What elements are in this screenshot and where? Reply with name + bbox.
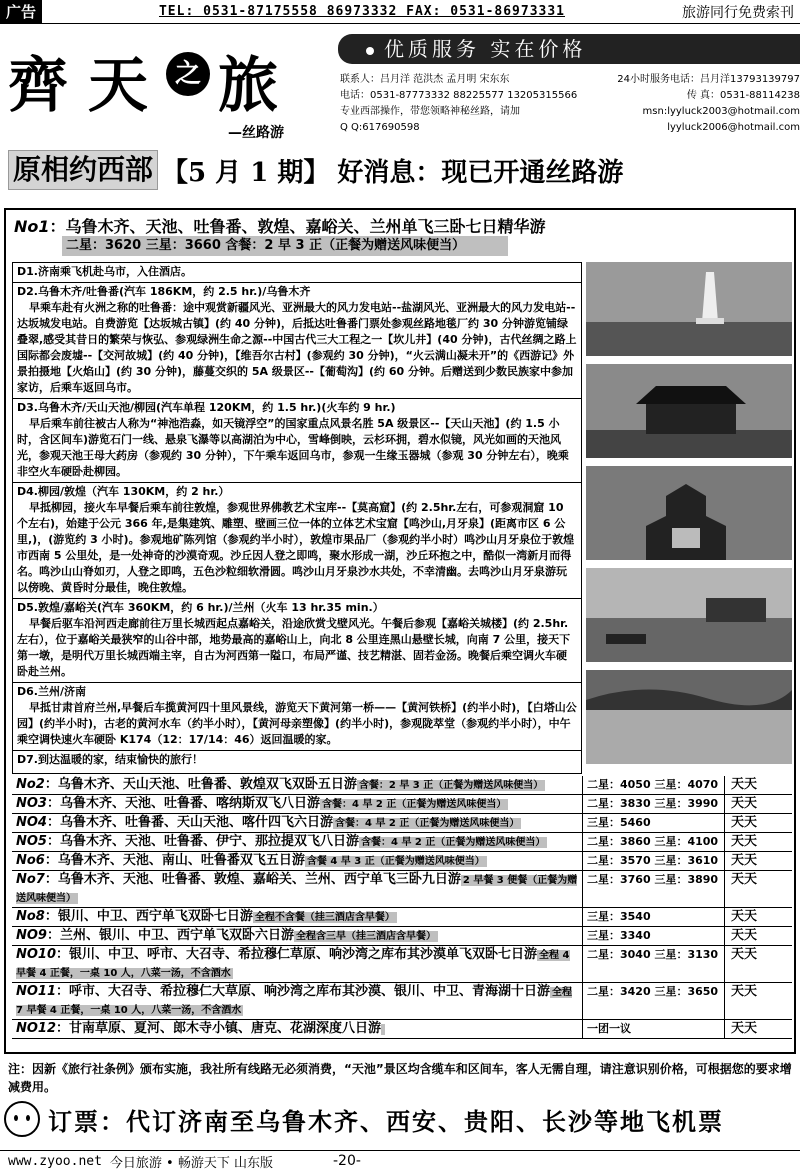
route-name: ：乌鲁木齐、天池、南山、吐鲁番双飞五日游 <box>44 853 305 868</box>
ticket-text: 订票：代订济南至乌鲁木齐、西安、贵阳、长沙等地飞机票 <box>48 1106 724 1136</box>
day-body: 早后乘车前往被古人称为“神池浩淼，如天镜浮空”的国家重点风景名胜 5A 级景区--【天山天池】(约 1.5 小时，含区间车)游览石门一线、悬泉飞瀑等以高湖泊为中心，雪峰倒映，云杉环拥，碧水似镜，风光如画的天池风光，参观天池王母大药房（参观约 30 分钟），下午乘车返回乌市，参观一生缘玉器城（参观 30 分钟左右），晚乘非空火车硬卧赴柳园。 <box>17 417 569 478</box>
route-frequency: 天天 <box>724 814 792 832</box>
top-bar <box>0 0 800 24</box>
photo-column <box>586 262 792 774</box>
route-name: ：银川、中卫、西宁单飞双卧七日游 <box>44 909 253 924</box>
route-meal-note: 含餐：4 早 2 正（正餐为赠送风味便当） <box>322 799 507 810</box>
route-meal-note <box>381 1024 385 1035</box>
logo-char-3: 之 <box>166 52 210 96</box>
day-3 <box>13 399 581 483</box>
bottom-bar <box>0 1150 800 1171</box>
qq: Q Q:617690598 <box>340 122 420 133</box>
day-heading: D7.到达温暖的家，结束愉快的旅行！ <box>17 753 203 766</box>
route-row[interactable] <box>12 983 792 1020</box>
route-meal-note: 含餐：2 早 3 正（正餐为赠送风味便当） <box>358 780 544 791</box>
route-meal-note: 2 早餐 3 便餐（正餐为赠送风味便当） <box>16 875 578 904</box>
hotline: 24小时服务电话：吕月洋13793139797 <box>617 74 800 85</box>
route-number: No8 <box>16 909 45 924</box>
day-5 <box>13 599 581 683</box>
notice: 注：因新《旅行社条例》颁布实施，我社所有线路无必须消费，“天池”景区均含缆车和区间车，客人无需自理，请注意识别价格，可根据您的要求增减费用。 <box>8 1062 792 1094</box>
ad-tag: 广告 <box>0 0 42 24</box>
route-1-name: ：乌鲁木齐、天池、吐鲁番、敦煌、嘉峪关、兰州单飞三卧七日精华游 <box>49 217 546 236</box>
mogao-photo <box>586 466 792 560</box>
route-price: 一团一议 <box>582 1020 724 1038</box>
route-row[interactable] <box>12 776 792 795</box>
route-number: No2 <box>16 777 45 792</box>
route-number: No6 <box>16 853 45 868</box>
route-row[interactable] <box>12 814 792 833</box>
route-price: 三星：3540 <box>582 908 724 926</box>
contacts: 联系人：吕月洋 范洪杰 孟月明 宋东东 <box>340 74 510 85</box>
day-7 <box>13 751 581 770</box>
route-name: ：兰州、银川、中卫、西宁单飞双卧六日游 <box>46 928 294 943</box>
contact-info <box>340 72 800 136</box>
day-heading: D5.敦煌/嘉峪关(汽车 360KM，约 6 hr.)/兰州（火车 13 hr.35 min.） <box>17 601 384 614</box>
free-catalog-label: 旅游同行免费索刊 <box>682 4 794 21</box>
route-number: NO4 <box>16 815 47 830</box>
route-meal-note: 含餐：4 早 2 正（正餐为赠送风味便当） <box>361 837 546 848</box>
fax: 传 真：0531-88114238 <box>686 90 800 101</box>
day-heading: D6.兰州/济南 <box>17 685 86 698</box>
day-heading: D1.济南乘飞机赴乌市，入住酒店。 <box>17 265 192 278</box>
route-name: ：乌鲁木齐、天池、吐鲁番、敦煌、嘉峪关、兰州、西宁单飞三卧九日游 <box>44 872 461 887</box>
logo-subtitle: —丝路游 <box>228 125 284 141</box>
route-name: ：呼市、大召寺、希拉穆仁大草原、响沙湾之库布其沙漠、银川、中卫、青海湖十日游 <box>56 984 551 999</box>
route-price: 二星：4050 三星：4070 <box>582 776 724 794</box>
route-meal-note: 全程不含餐（挂三酒店含早餐） <box>254 912 395 923</box>
day-heading: D4.柳园/敦煌（汽车 130KM，约 2 hr.） <box>17 485 230 498</box>
route-frequency: 天天 <box>724 871 792 907</box>
fortress-photo <box>586 568 792 662</box>
route-price: 三星：3340 <box>582 927 724 945</box>
route-1-title <box>14 214 546 237</box>
yellow-river-photo <box>586 670 792 764</box>
route-frequency: 天天 <box>724 983 792 1019</box>
day-body: 早乘车赴有火洲之称的吐鲁番：途中观赏新疆风光、亚洲最大的风力发电站--盐湖风光、亚洲最大的风力发电站--达坂城发电站。自费游览【达坂城古镇】(约 40 分钟)，后抵达吐鲁番门票处参观丝路地毯厂约 30 分钟游览铺绿叠翠,感受其昔日的繁荣与恢弘、参观绿洲生命之源--中国古代三大工程之一【坎儿井】(40 分钟)，古代丝绸之路上国际都会废墟--【交河故城】(约 40 分钟)，【维吾尔古村】(参观约 30 分钟)，“火云满山凝未开”的《西游记》外景拍摄地【火焰山】(约 30 分钟)，藤蔓交织的 5A 级景区--【葡萄沟】(约 60 分钟。后赠送到少数民族家中参加家访，后乘车返回乌市。 <box>17 301 577 394</box>
route-meal-note: 含餐 4 早 3 正（正餐为赠送风味便当） <box>306 856 485 867</box>
route-name: ：乌鲁木齐、天池、吐鲁番、喀纳斯双飞八日游 <box>46 796 320 811</box>
phones: 电话：0531-87773332 88225577 13205315566 <box>340 90 578 101</box>
route-frequency: 天天 <box>724 795 792 813</box>
day-2 <box>13 283 581 399</box>
route-name: ：乌鲁木齐、天山天池、吐鲁番、敦煌双飞双卧五日游 <box>44 777 357 792</box>
route-row[interactable] <box>12 1020 792 1039</box>
header <box>0 26 800 146</box>
main-frame <box>4 208 796 1054</box>
other-routes <box>12 776 792 1039</box>
route-name: ：银川、中卫、呼市、大召寺、希拉穆仁草原、响沙湾之库布其沙漠单飞双卧七日游 <box>56 947 538 962</box>
route-row[interactable] <box>12 908 792 927</box>
route-price: 二星：3830 三星：3990 <box>582 795 724 813</box>
route-price: 二星：3040 三星：3130 <box>582 946 724 982</box>
day-heading: D2.乌鲁木齐/吐鲁番(汽车 186KM，约 2.5 hr.)/乌鲁木齐 <box>17 285 311 298</box>
route-meal-note: 全程 4 早餐 4 正餐，一桌 10 人，八菜一汤，不含酒水 <box>16 950 570 979</box>
route-price: 二星：3860 三星：4100 <box>582 833 724 851</box>
route-frequency: 天天 <box>724 946 792 982</box>
route-price: 三星：5460 <box>582 814 724 832</box>
route-frequency: 天天 <box>724 1020 792 1038</box>
issue-label: 【5 月 1 期】 <box>162 157 330 188</box>
bullet-icon <box>366 47 374 55</box>
good-news: 好消息：现已开通丝路游 <box>337 157 624 188</box>
footer-slogan: 今日旅游 • 畅游天下 山东版 <box>109 1155 273 1171</box>
route-frequency: 天天 <box>724 927 792 945</box>
route-row[interactable] <box>12 946 792 983</box>
route-name: ：乌鲁木齐、吐鲁番、天山天池、喀什四飞六日游 <box>46 815 333 830</box>
day-1 <box>13 263 581 283</box>
route-number: NO9 <box>16 928 47 943</box>
pagoda-photo <box>586 262 792 356</box>
route-meal-note: 全程 7 早餐 4 正餐，一桌 10 人，八菜一汤，不含酒水 <box>16 987 573 1016</box>
route-frequency: 天天 <box>724 833 792 851</box>
slogan-bar <box>338 34 800 64</box>
day-body: 早餐后驱车沿河西走廊前往万里长城西起点嘉峪关，沿途欣赏戈壁风光。午餐后参观【嘉峪关城楼】(约 2.5hr.左右），位于嘉峪关最狭窄的山谷中部，地势最高的嘉峪山上，向北 8 公里连黑山悬壁长城，向南 7 公里，接天下第一墩，是明代万里长城西端主宰，自古为河西第一隘口，布局严谨、技艺精湛、固若金汤。晚餐后乘空调火车硬卧赴兰州。 <box>17 617 571 678</box>
contact-line: TEL: 0531-87175558 86973332 FAX: 0531-86973331 <box>158 4 566 19</box>
day-4 <box>13 483 581 599</box>
route-row[interactable] <box>12 871 792 908</box>
site-url[interactable]: www.zyoo.net <box>8 1153 102 1169</box>
day-body: 早抵柳园，接火车早餐后乘车前往敦煌，参观世界佛教艺术宝库--【莫高窟】(约 2.5hr.左右，可参观洞窟 10 个左右)，始建于公元 366 年,是集建筑、雕塑、壁画三位一体的立体艺术宝窟【鸣沙山,月牙泉】(距离市区 6 公里,)，(游览约 3 小时)。参观地矿陈列馆（参观约半小时），敦煌市果品厂（参观约半小时）鸣沙山月牙泉位于敦煌市西南 5 公里处，是一处神奇的沙漠奇观。沙丘因人登之即鸣，聚水形成一湖，沙丘环抱之中，酷似一湾新月而得名。鸣沙山山脊如刃，人登之即鸣，五色沙粒细软滑圆。鸣沙山月牙泉沙水共处，不幸清幽。去鸣沙山月牙泉游玩以傍晚、黄昏时分最佳，晚住敦煌。 <box>17 501 575 594</box>
msn-2[interactable]: lyyluck2006@hotmail.com <box>667 122 800 133</box>
logo <box>8 38 318 141</box>
route-row[interactable] <box>12 795 792 814</box>
route-number: NO11 <box>16 984 57 999</box>
logo-char-4: 旅 <box>218 51 280 121</box>
page-number: -20- <box>333 1153 361 1169</box>
route-number: NO3 <box>16 796 47 811</box>
route-number: NO10 <box>16 947 57 962</box>
route-row[interactable] <box>12 852 792 871</box>
ticket-banner <box>4 1098 796 1140</box>
route-frequency: 天天 <box>724 908 792 926</box>
itinerary <box>12 262 582 774</box>
gate-tower-photo <box>586 364 792 458</box>
route-frequency: 天天 <box>724 776 792 794</box>
route-frequency: 天天 <box>724 852 792 870</box>
day-body: 早抵甘肃首府兰州,早餐后车揽黄河四十里风景线，游览天下黄河第一桥——【黄河铁桥】(约半小时)，【白塔山公园】(约半小时)，古老的黄河水车（约半小时），【黄河母亲塑像】(约半小时)，参观陇萃堂（参观约半小时），中午乘空调快速火车硬卧 K174（12：17/14：46）返回温暖的家。 <box>17 701 577 746</box>
route-number: NO5 <box>16 834 47 849</box>
logo-char-1: 齊 <box>8 51 70 121</box>
route-price: 二星：3570 三星：3610 <box>582 852 724 870</box>
route-name: ：甘南草原、夏河、郎木寺小镇、唐克、花湖深度八日游 <box>56 1021 382 1036</box>
title-band <box>8 150 796 190</box>
msn-1[interactable]: msn:lyyluck2003@hotmail.com <box>642 106 800 117</box>
slogan-text: 优质服务 实在价格 <box>384 37 587 61</box>
brand-title: 原相约西部 <box>8 150 158 190</box>
route-row[interactable] <box>12 833 792 852</box>
day-heading: D3.乌鲁木齐/天山天池/柳园(汽车单程 120KM，约 1.5 hr.)(火车约 9 hr.) <box>17 401 396 414</box>
route-price: 二星：3760 三星：3890 <box>582 871 724 907</box>
route-number: NO12 <box>16 1021 57 1036</box>
rabbit-mascot-icon <box>4 1101 40 1137</box>
route-1-price: 二星：3620 三星：3660 含餐：2 早 3 正（正餐为赠送风味便当） <box>62 236 508 256</box>
logo-char-2: 天 <box>88 51 150 121</box>
route-number: No7 <box>16 872 45 887</box>
route-meal-note: 全程含三早（挂三酒店含早餐） <box>296 931 436 942</box>
msn-intro: 专业西部操作，带您领略神秘丝路，请加 <box>340 106 520 117</box>
route-row[interactable] <box>12 927 792 946</box>
route-meal-note: 含餐：4 早 2 正（正餐为赠送风味便当） <box>335 818 520 829</box>
day-6 <box>13 683 581 751</box>
route-name: ：乌鲁木齐、天池、吐鲁番、伊宁、那拉提双飞八日游 <box>46 834 359 849</box>
route-1-number: No1 <box>14 217 50 236</box>
route-price: 二星：3420 三星：3650 <box>582 983 724 1019</box>
